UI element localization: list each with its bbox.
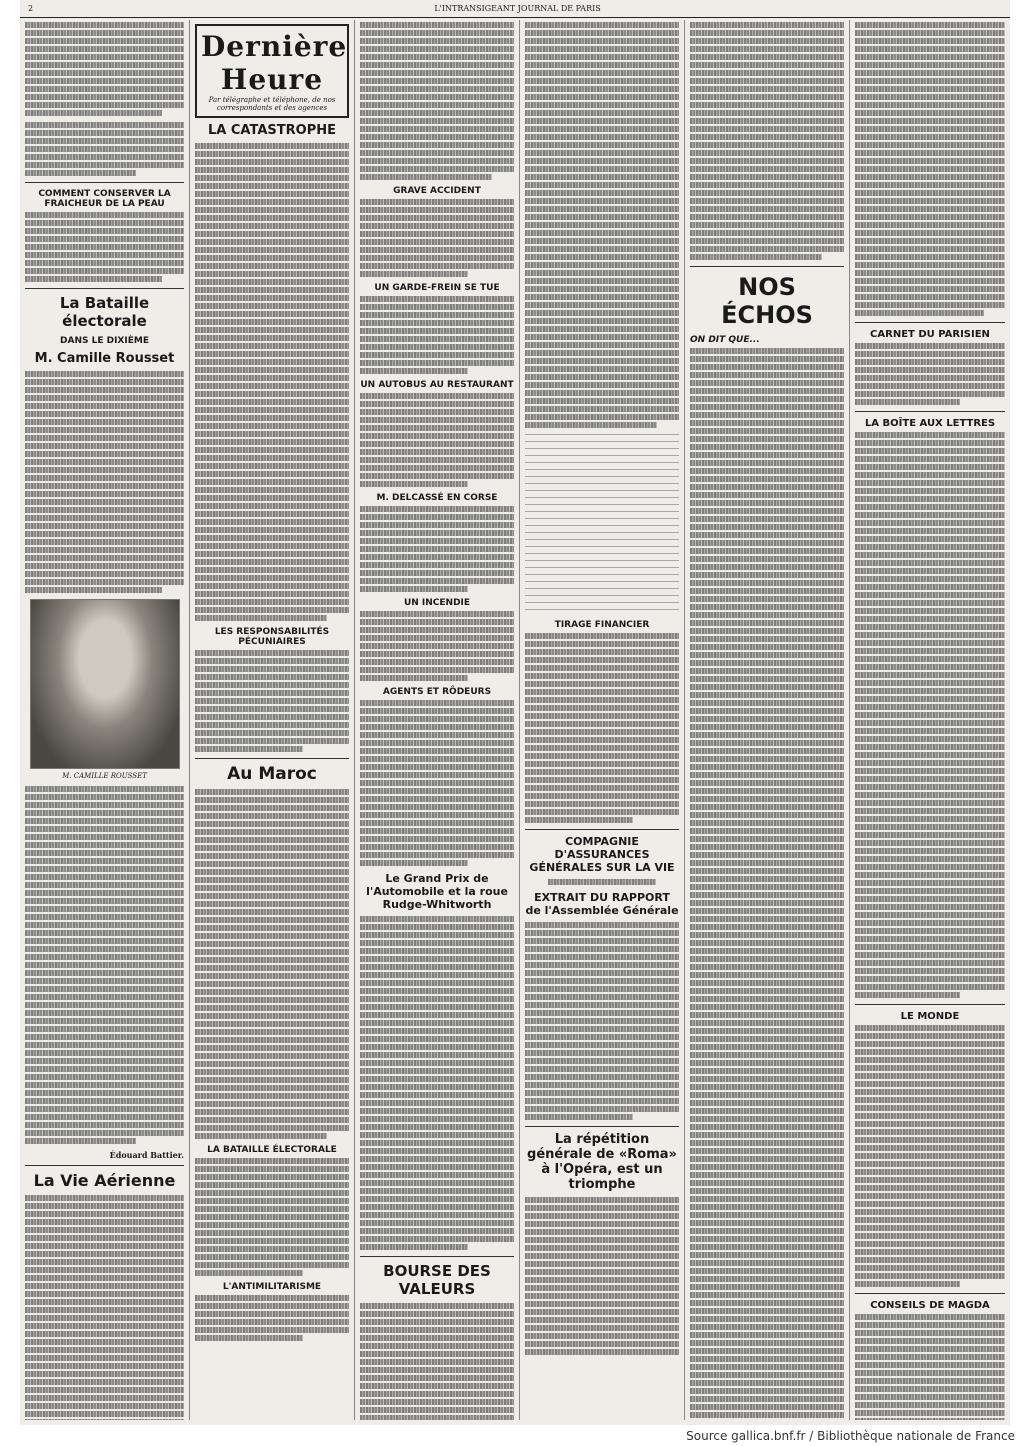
headline-grave-accident: GRAVE ACCIDENT [393,186,481,196]
source-footer: Source gallica.bnf.fr / Bibliothèque nationale de France [686,1429,1015,1443]
stock-table [525,434,679,614]
subhead-on-dit-que: ON DIT QUE... [690,335,760,345]
headline-comment-conserver: COMMENT CONSERVER LA FRAICHEUR DE LA PEAU [38,189,171,209]
headline-vie-aerienne: La Vie Aérienne [33,1171,176,1190]
newspaper-title: L'INTRANSIGEANT JOURNAL DE PARIS [434,4,601,13]
candidate-name: M. Camille Rousset [34,351,175,366]
headline-bataille-electorale: La Bataille électorale [59,294,150,330]
headline-au-maroc: Au Maroc [227,764,317,784]
headline-bataille-electorale-2: LA BATAILLE ÉLECTORALE [207,1145,337,1155]
headline-tirage-financier: TIRAGE FINANCIER [554,620,650,630]
column-2 [190,20,355,1420]
page-number: 2 [28,4,34,13]
derniere-heure-subtitle: Par télégraphe et téléphone, de nos correspondants et des agences [208,96,336,112]
portrait-caption: M. CAMILLE ROUSSET [62,772,147,780]
column-3 [355,20,520,1420]
column-4 [520,20,685,1420]
headline-extrait-rapport: EXTRAIT DU RAPPORT de l'Assemblée Générale [525,891,679,917]
headline-agents: AGENTS ET RÔDEURS [382,687,492,697]
headline-le-monde: LE MONDE [900,1011,960,1022]
headline-antimilitarisme: L'ANTIMILITARISME [222,1282,322,1292]
headline-incendie: UN INCENDIE [403,598,471,608]
column-6 [850,20,1010,1420]
headline-autobus: UN AUTOBUS AU RESTAURANT [360,380,514,390]
headline-carnet-parisien: CARNET DU PARISIEN [870,329,990,340]
headline-garde-frein: UN GARDE-FREIN SE TUE [374,283,500,293]
headline-nos-echos: NOS ÉCHOS [721,273,813,329]
headline-roma-opera: La répétition générale de «Roma» à l'Opéra, est un triomphe [527,1132,677,1192]
headline-conseils-magda: CONSEILS DE MAGDA [870,1300,990,1311]
portrait-photo [30,599,180,769]
headline-delcasse: M. DELCASSÉ EN CORSE [376,493,498,503]
column-5 [685,20,850,1420]
subhead-dixieme: DANS LE DIXIÈME [60,336,149,346]
signature-battier: Édouard Battier. [109,1150,184,1160]
headline-compagnie-assurances: COMPAGNIE D'ASSURANCES GÉNÉRALES SUR LA VIE [529,835,675,874]
derniere-heure-title: Dernière Heure [201,30,348,96]
headline-responsabilites: LES RESPONSABILITÉS PÉCUNIAIRES [214,627,330,647]
column-1 [20,20,190,1420]
headline-catastrophe: LA CATASTROPHE [208,123,336,138]
headline-grand-prix: Le Grand Prix de l'Automobile et la roue Rudge-Whitworth [366,872,508,911]
headline-bourse: BOURSE DES VALEURS [383,1262,491,1298]
headline-boite-aux-lettres: LA BOÎTE AUX LETTRES [864,418,996,429]
derniere-heure-box [195,24,349,118]
